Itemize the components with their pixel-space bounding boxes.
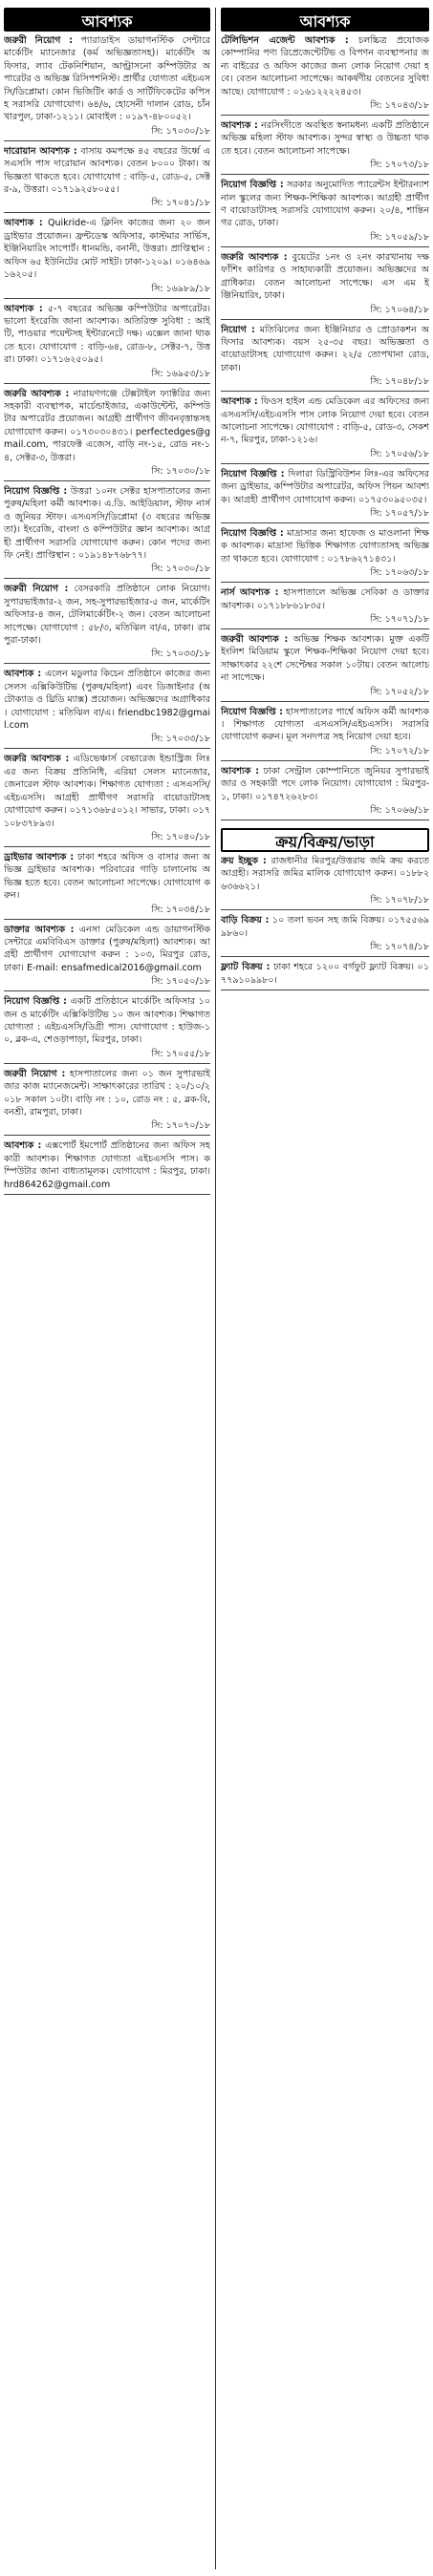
ad-title: জরুরি আবশ্যক : bbox=[4, 754, 70, 765]
ad-code: সি: ১৭০৩০/১৮ bbox=[151, 564, 210, 575]
ad-text bbox=[4, 1139, 210, 1191]
ad-code: সি: ১৭০৫২/১৮ bbox=[370, 686, 429, 697]
ad-divider bbox=[221, 701, 429, 702]
ad-code: সি: ১৭০৫৭/১৮ bbox=[370, 507, 429, 519]
ad-text bbox=[221, 324, 429, 375]
classified-ad bbox=[221, 468, 429, 523]
ad-code: সি: ১৭০৫০/১৮ bbox=[151, 976, 210, 988]
classified-ad bbox=[4, 1139, 210, 1195]
ad-text bbox=[4, 303, 210, 367]
classified-ad bbox=[4, 217, 210, 298]
ad-divider bbox=[4, 919, 210, 920]
ad-text bbox=[4, 217, 210, 281]
ad-divider bbox=[221, 246, 429, 247]
ad-body: বেসরকারি প্রতিষ্ঠানে লোক নিয়োগ। সুপারভাইজার-২ জন, সহ-সুপারভাইজার-৫ জন, মার্কেটিং অফিসার-৪ জন, টেলিমার্কেটিং-২ জন। বেতন আলোচনা সাপেক্ষে। যোগাযোগ : ৫৮/৩, মতিঝিল বা/এ, ঢাকা। রামপুরা-ঢাকা। bbox=[4, 584, 210, 647]
ad-code: সি: ১৭০৬৬/১৮ bbox=[370, 805, 429, 817]
ad-divider bbox=[221, 956, 429, 957]
ad-body: চলচ্চিত্র প্রযোজক কোম্পানির পণ্য রিপ্রেজেন্টেটিভ ও বিপণন ব্যবস্থাপনার জন্য বাইরের ও অফিস কাজের জন্য লোক নিয়োগ দেয়া হবে। বেতন আলোচনা সাপেক্ষে। আকর্ষণীয় বেতনের সুবিধা আছে। যোগাযোগ : ০১৬১২২২২৪৫৩। bbox=[221, 35, 429, 97]
classified-ad bbox=[4, 753, 210, 846]
ad-text bbox=[4, 34, 210, 124]
ad-text bbox=[221, 527, 429, 565]
ad-divider bbox=[4, 1194, 210, 1195]
right-ads-list bbox=[221, 34, 429, 820]
ad-body: নরসিংদীতে অবস্থিত স্বনামধন্য একটি প্রতিষ্ঠানে অভিজ্ঞ মহিলা স্টাফ আবশ্যক। সুন্দর স্বাস্থ্য ও উচ্চতা থাকতে হবে। বেতন আলোচনা সাপেক্ষে। bbox=[221, 120, 429, 157]
classified-ad bbox=[221, 527, 429, 583]
ad-text bbox=[4, 924, 210, 975]
classified-ad bbox=[4, 34, 210, 141]
ad-title: আবশ্যক : bbox=[221, 396, 258, 408]
ad-body: ১০ তলা ভবন সহ জমি বিক্রয়। ০১৭৫৫৬৯৯৮৬০। bbox=[221, 915, 429, 939]
ad-text bbox=[221, 34, 429, 98]
ad-divider bbox=[4, 1135, 210, 1136]
classified-ad bbox=[221, 34, 429, 116]
ad-divider bbox=[4, 748, 210, 749]
ad-body: ঢাকা সেন্ট্রাল কোম্পানিতে জুনিয়র সুপারভাইজার ও সহকারী পদে লোক নিয়োগ। যোগাযোগ : মিরপুর-১, ঢাকা। ০১৭৪৭২৬২৮৩। bbox=[221, 765, 429, 802]
ad-title: ড্রাইভার আবশ্যক : bbox=[4, 851, 75, 862]
ad-text bbox=[4, 668, 210, 732]
ad-body: অভিজ্ঞ শিক্ষক আবশ্যক। মুক্ত একটি ইংলিশ মিডিয়াম স্কুলে শিক্ষক-শিক্ষিকা নিয়োগ দেয়া হবে। সাক্ষাৎকার ২২শে সেপ্টেম্বর সকাল ১০টায়। বেতন আলোচনা সাপেক্ষে। bbox=[221, 634, 429, 684]
ad-code: সি: ১৭০৫৫/১৮ bbox=[151, 1048, 210, 1059]
ad-body: একটি প্রতিষ্ঠানে মার্কেটিং অফিসার ১০ জন ও মার্কেটিং এক্সিকিউটিভ ১০ জন আবশ্যক। শিক্ষাগত যোগ্যতা : এইচএসসি/ডিগ্রী পাস। যোগাযোগ : হাউজ-১০, ব্লক-এ, শেওড়াপাড়া, মিরপুর, ঢাকা। bbox=[4, 996, 210, 1046]
ad-body: হাসপাতালের পার্শ্বে অফিস কর্মী আবশ্যক। শিক্ষাগত যোগ্যতা এসএসসি/এইচএসসি। সরাসরি যোগাযোগ করুন। মূল সনদপত্র সহ নিয়োগ দেয়া হবে। bbox=[221, 706, 429, 743]
ad-text bbox=[221, 961, 429, 987]
market-ads-list bbox=[221, 855, 429, 990]
ad-divider bbox=[4, 383, 210, 384]
ad-code: সি: ১৭০৩৪/১৮ bbox=[151, 904, 210, 915]
ad-divider bbox=[4, 1063, 210, 1064]
ad-title: আবশ্যক : bbox=[4, 1140, 42, 1152]
ad-divider bbox=[4, 663, 210, 664]
ad-text bbox=[4, 753, 210, 829]
ad-body: এনসা মেডিকেল এন্ড ডায়াগনস্টিক সেন্টারে এমবিবিএস ডাক্তার (পুরুষ/মহিলা) আবশ্যক। আগ্রহী প্রার্থীগণ যোগাযোগ করুন : ১০৩, মিরপুর রোড, ঢাকা। E-mail: ensafmedical2016@gmail.com bbox=[4, 924, 210, 973]
ad-text bbox=[4, 485, 210, 562]
ad-title: আবশ্যক : bbox=[221, 120, 258, 132]
ad-title: বাড়ি বিক্রয় : bbox=[221, 915, 270, 926]
ad-divider bbox=[221, 628, 429, 629]
ad-title: জরুরী আবশ্যক : bbox=[221, 634, 289, 645]
right-section-header: আবশ্যক bbox=[221, 8, 429, 32]
classified-ad bbox=[221, 251, 429, 320]
ad-title: আবশ্যক : bbox=[4, 669, 42, 680]
classified-ad bbox=[221, 914, 429, 957]
ad-code: সি: ১৭০৩৩/১৮ bbox=[151, 734, 210, 745]
ad-divider bbox=[4, 140, 210, 141]
classified-ad bbox=[221, 324, 429, 393]
ad-code: সি: ১৭০৭১/১৮ bbox=[370, 614, 429, 625]
classified-ad bbox=[221, 765, 429, 820]
ad-body: ৫-৭ বছরের অভিজ্ঞ কম্পিউটার অপারেটর। ভালো ইংরেজি জানা আবশ্যক। অতিরিক্ত সুবিধা : আইটি, পাওয়ার পয়েন্টসহ ইন্টারনেটে দক্ষ। এক্সেল জানা থাকতে হবে। যোগাযোগ : বাড়ি-৬৪, রোড-৮, সেক্টর-৭, উত্তরা। ঢাকা। ০১৭১৬২৫০৯৫। bbox=[4, 303, 210, 366]
classified-ad bbox=[4, 1068, 210, 1137]
ad-title: নিয়োগ বিজ্ঞপ্তি : bbox=[4, 485, 68, 497]
ad-body: রাজধানীর মিরপুর/উত্তরায় জমি ক্রয় করতে আগ্রহী। সরাসরি জমির মালিক যোগাযোগ করুন। ০১৮৮২৬৩৬৬২১। bbox=[221, 856, 429, 892]
ad-code: সি: ১৭০৭৪/১৮ bbox=[370, 942, 429, 953]
classified-ad bbox=[4, 485, 210, 579]
ad-code: সি: ১৭০৩৩/১৮ bbox=[151, 649, 210, 660]
classified-ad bbox=[4, 583, 210, 664]
ad-title: ডাক্তার আবশ্যক : bbox=[4, 924, 75, 935]
ad-code: সি: ১৭০৭০/১৮ bbox=[151, 1120, 210, 1132]
ad-code: সি: ১৭০৫৯/১৮ bbox=[370, 231, 429, 243]
ad-code: সি: ১৭০৪১/১৮ bbox=[151, 198, 210, 209]
ad-divider bbox=[221, 582, 429, 583]
ad-divider bbox=[221, 391, 429, 392]
ad-body: ঢাকা শহরে ১২০০ বর্গফুট ফ্ল্যাট বিক্রয়। ০১৭৭৯১০৯৯৮০। bbox=[221, 962, 429, 986]
classified-ad bbox=[4, 924, 210, 992]
ad-text bbox=[221, 119, 429, 158]
ad-divider bbox=[4, 578, 210, 579]
ad-divider bbox=[221, 463, 429, 464]
ad-text bbox=[221, 855, 429, 893]
ad-divider bbox=[221, 319, 429, 320]
ad-text bbox=[221, 251, 429, 303]
left-column bbox=[4, 8, 210, 2569]
ad-code: সি: ১৭০৩০/১৮ bbox=[151, 465, 210, 477]
ad-title: আবশ্যক : bbox=[221, 765, 260, 777]
ad-code: সি: ১৭০৬৩/১৮ bbox=[370, 567, 429, 579]
ad-divider bbox=[221, 174, 429, 175]
ad-body: হাসপাতালের জন্য ০১ জন সুপারভাইজার কাজ ম্যানেজমেন্ট। সাক্ষাৎকারের তারিখ : ২০/১০/২০১৮ সকাল ১০টা। বাড়ি নং : ১০, রোড নং : ৫, ব্লক-বি, বনশ্রী, রামপুরা, ঢাকা। bbox=[4, 1068, 210, 1118]
classified-ad bbox=[4, 668, 210, 749]
ad-body: হাসপাতালে অভিজ্ঞ সেবিকা ও ডাক্তার আবশ্যক। ০১৭১৮৮৬১৮৩৫। bbox=[221, 587, 429, 611]
ad-text bbox=[4, 145, 210, 197]
ad-text bbox=[4, 995, 210, 1047]
ad-body: বুয়েটের ১নং ও ২নং কারখানায় দক্ষ ফাঁশিং কারিগর ও সাহায্যকারী প্রয়োজন। অভিজ্ঞদের অগ্রাধিকার। বেতন আলোচনা সাপেক্ষে। এস এম ইঞ্জিনিয়ারিং, ঢাকা। bbox=[221, 251, 429, 302]
ad-divider bbox=[4, 212, 210, 213]
ad-body: বাসায় কমপক্ষে ৪৫ বছরের উর্ধ্বে এসএসসি পাস দারোয়ান আবশ্যক। বেতন ৮০০০ টাকা। অভিজ্ঞতা থাকতে হবে। যোগাযোগ : বাড়ি-৫, রোড-৫, সেক্টর-৯, উত্তরা। ০১৭১৯২৫৮০৫৫। bbox=[4, 145, 210, 196]
right-column bbox=[221, 8, 429, 2569]
ad-divider bbox=[4, 846, 210, 847]
ad-title: নিয়োগ : bbox=[221, 324, 255, 335]
ad-body: মাদ্রাসার জন্য হাফেজ ও মাওলানা শিক্ষক আবশ্যক। মাদ্রাসা ভিত্তিক শিক্ষাগত যোগ্যতাসহ অভিজ্ঞতা থাকতে হবে। যোগাযোগ : ০১৭৮৬২৭১৪৩১। bbox=[221, 527, 429, 564]
classified-ad bbox=[4, 145, 210, 214]
ad-body: এক্সপোর্ট ইমপোর্ট প্রতিষ্ঠানের জন্য অফিস সহকারী আবশ্যক। শিক্ষাগত যোগ্যতা এইচএসসি পাস। কম্পিউটার জানা বাধ্যতামূলক। যোগাযোগ : মিরপুর, ঢাকা। hrd864262@gmail.com bbox=[4, 1140, 210, 1190]
ad-title: জরুরী নিয়োগ : bbox=[4, 584, 69, 595]
ad-title: নিয়োগ বিজ্ঞপ্তি : bbox=[221, 180, 284, 191]
ad-divider bbox=[221, 760, 429, 761]
ad-body: দিলারা ডিস্ট্রিবিউশন লিঃ-এর অফিসের জন্য ড্রাইভার, কম্পিউটার অপারেটর, অফিস পিয়ন আবশ্যক। আগ্রহী প্রার্থীগণ যোগাযোগ করুন। ০১৭৫৩০৯৫০৩৫। bbox=[221, 468, 429, 505]
ad-divider bbox=[221, 115, 429, 116]
ad-title: নিয়োগ বিজ্ঞপ্তি : bbox=[221, 468, 285, 479]
ad-text bbox=[4, 388, 210, 464]
ad-code: সি: ১৭০৭৩/১৮ bbox=[370, 160, 429, 171]
ad-code: সি: ১৭০৩০/১৮ bbox=[151, 125, 210, 137]
column-divider bbox=[215, 8, 216, 2569]
ad-text bbox=[221, 586, 429, 612]
ad-body: ফিওস হাইল এন্ড মেডিকেল এর অফিসের জন্য এসএসসি/এইচএসসি পাস লোক নিয়োগ দেয়া হবে। বেতন আলোচনা সাপেক্ষে। যোগাযোগ : বাড়ি-৫, রোড-৩, সেকশন-৭, মিরপুর, ঢাকা-১২১৬। bbox=[221, 396, 429, 446]
ad-code: সি: ১৬৯৮৯/১৮ bbox=[151, 283, 210, 294]
ad-text bbox=[221, 706, 429, 744]
market-section-header: ক্রয়/বিক্রয়/ভাড়া bbox=[221, 828, 429, 852]
ad-text bbox=[4, 851, 210, 903]
ad-text bbox=[221, 468, 429, 506]
classified-ad bbox=[221, 586, 429, 629]
ad-code: সি: ১৭০৬৪/১৮ bbox=[370, 304, 429, 315]
ad-code: সি: ১৭০৪০/১৮ bbox=[151, 831, 210, 842]
left-ads-list bbox=[4, 34, 210, 1195]
ad-divider bbox=[4, 480, 210, 481]
ad-code: সি: ১৬৯৫৩/১৮ bbox=[151, 368, 210, 379]
ad-text bbox=[4, 1068, 210, 1119]
ad-title: আবশ্যক : bbox=[4, 303, 43, 314]
ad-divider bbox=[4, 990, 210, 991]
ad-text bbox=[221, 765, 429, 803]
ad-text bbox=[221, 633, 429, 685]
classified-ad bbox=[221, 179, 429, 247]
ad-title: নিয়োগ বিজ্ঞপ্তি : bbox=[4, 996, 67, 1008]
classified-ad bbox=[4, 303, 210, 384]
ad-text bbox=[4, 583, 210, 647]
ad-divider bbox=[4, 298, 210, 299]
ad-title: নার্স আবশ্যক : bbox=[221, 587, 279, 599]
ad-body: মতিঝিলের জন্য ইঞ্জিনিয়ার ও প্রোডাকশন অফিসার আবশ্যক। বয়স ২৫-৩৫ বছর। অভিজ্ঞতা ও বায়োডাটাসহ যোগাযোগ করুন। ২২/৫ তোপখানা রোড, ঢাকা। bbox=[221, 324, 429, 373]
classified-ad bbox=[4, 388, 210, 481]
ad-code: সি: ১৭০৭৮/১৮ bbox=[370, 895, 429, 906]
ad-code: সি: ১৭০৭২/১৮ bbox=[370, 745, 429, 756]
ad-title: ক্রয় ইচ্ছুক : bbox=[221, 856, 267, 867]
ad-text bbox=[221, 395, 429, 447]
ad-text bbox=[221, 179, 429, 230]
ad-body: ঢাকা শহরে অফিস ও বাসার জন্য অভিজ্ঞ ড্রাইভার আবশ্যক। পরিবারের গাড়ি চালানোয় অভিজ্ঞ হতে হবে। বেতন আলোচনা সাপেক্ষে। যোগাযোগ করুন। bbox=[4, 851, 210, 902]
classified-ad bbox=[221, 706, 429, 761]
ad-code: সি: ১৭০৫৬/১৮ bbox=[370, 448, 429, 459]
ad-divider bbox=[221, 522, 429, 523]
ad-title: নিয়োগ বিজ্ঞপ্তি : bbox=[221, 706, 283, 717]
classified-ad bbox=[221, 633, 429, 702]
ad-divider bbox=[221, 909, 429, 910]
ad-body: এলেন মডুলার কিচেন প্রতিষ্ঠানে কাজের জন্য সেলস এক্সিকিউটিভ (পুরুষ/মহিলা) এবং ডিজাইনার (অটোক্যাড ও থ্রিডি ম্যাক্স) প্রয়োজন। অভিজ্ঞদের অগ্রাধিকার। যোগাযোগ : মতিঝিল বা/এ। friendbc1982@gmail.com bbox=[4, 669, 210, 732]
ad-title: ফ্ল্যাট বিক্রয় : bbox=[221, 962, 271, 973]
classified-ad bbox=[221, 395, 429, 464]
ad-body: এডিভেঞ্চার্স বেভারেজ ইন্ডাস্ট্রিজ লিঃ এর জন্য বিক্রয় প্রতিনিধি, এরিয়া সেলস ম্যানেজার, জেনারেল স্টাফ আবশ্যক। শিক্ষাগত যোগ্যতা : এসএসসি/এইচএসসি। আগ্রহী প্রার্থীগণ সরাসরি বায়োডাটাসহ যোগাযোগ করুন। ০১৭১৩৬৮৫০১২। সাভার, ঢাকা। ০১৭১০৮৩৭৮৯৩। bbox=[4, 754, 210, 829]
ad-body: সরকার অনুমোদিত প্যারেন্টস ইন্টারন্যাশনাল স্কুলের জন্য শিক্ষক-শিক্ষিকা আবশ্যক। আগ্রহী প্রার্থীগণ বায়োডাটাসহ সরাসরি যোগাযোগ করুন। ২০/৪, শান্তিনগর রোড, ঢাকা। bbox=[221, 180, 429, 229]
ad-title: নিয়োগ বিজ্ঞপ্তি : bbox=[221, 527, 284, 539]
ad-title: দারোয়ান আবশ্যক : bbox=[4, 145, 77, 157]
classified-ad bbox=[221, 119, 429, 175]
classified-ad bbox=[4, 995, 210, 1064]
ad-title: আবশ্যক : bbox=[4, 218, 43, 229]
left-section-header: আবশ্যক bbox=[4, 8, 210, 32]
classified-ad bbox=[4, 851, 210, 920]
classified-ad bbox=[221, 961, 429, 990]
ad-code: সি: ১৭০৪৮/১৮ bbox=[370, 376, 429, 388]
ad-title: জরুরী নিয়োগ : bbox=[4, 1068, 66, 1079]
ad-body: নারায়ণগঞ্জে টেক্সটাইল ফ্যাক্টরির জন্য সহকারী ব্যবস্থাপক, মার্চেন্ডাইজার, একাউন্টেন্ট, কম্পিউটার অপারেটর প্রয়োজন। আগ্রহী প্রার্থীগণ জীবনবৃত্তান্তসহ যোগাযোগ করুন। ০১৭৩০৩০৪৩১। perfectedges@gmail.com, পারফেক্ট এজেস, বাড়ি নং-১৫, রোড নং-১৪, সেক্টর-৩, উত্তরা। bbox=[4, 388, 210, 463]
ad-code: সি: ১৭০৪৩/১৮ bbox=[370, 100, 429, 112]
classified-ad bbox=[221, 855, 429, 910]
ad-body: প্যারাডাইস ডায়াগনস্টিক সেন্টারে মার্কেটিং ম্যানেজার (কর্ম অভিজ্ঞতাসহ)। মার্কেটিং অফিসার, ল্যাব টেকনিশিয়ান, আল্ট্রাসনো কম্পিউটার অপারেটর ও অভিজ্ঞ রিসিপশনিস্ট। প্রার্থীর যোগ্যতা এইচএসসি/ডিপ্লোমা। কোন ভিজিটিং কার্ড ও সার্টিফিকেটের কপিসহ সরাসরি যোগাযোগ। ৬৪/৬, হোসেনী দালান রোড, চাঁনখারপুল, ঢাকা-১২১১। মোবাইল : ০১৯৭-৪৮০০৫২। bbox=[4, 35, 210, 123]
ad-title: টেলিভিশন এজেন্ট আবশ্যক : bbox=[221, 35, 349, 46]
ad-body: Quikride-এ ক্লিনিং কাজের জন্য ২০ জন ড্রাইভার প্রয়োজন। ফ্রন্টডেস্ক অফিসার, কাস্টমার সার্ভিস, ইঞ্জিনিয়ারিং সাপোর্ট। ধানমন্ডি, বনানী, উত্তরা। প্রাপ্তিস্থান : অফিস ৬৫ ইউনিটের মোট সাইট। ঢাকা-১২০৯। ০১৬৪৬৯১৬২০৫। bbox=[4, 218, 210, 281]
ad-title: জরুরি আবশ্যক : bbox=[4, 388, 70, 399]
ad-title: জরুরী নিয়োগ : bbox=[4, 35, 74, 46]
ad-text bbox=[221, 914, 429, 940]
ad-body: উত্তরা ১০নং সেক্টর হাসপাতালের জন্য পুরুষ/মহিলা কর্মী আবশ্যক। এ.ডি. আইডিয়াল, স্টাফ নার্স ও জুনিয়র স্টাফ। এসএসসি/ডিপ্লোমা (৩ বছরের অভিজ্ঞতা)। ইংরেজি, বাংলা ও কম্পিউটার জ্ঞান আবশ্যক। আগ্রহী প্রার্থীগণ সরাসরি যোগাযোগ করুন। কোন পদের জন্য ফি নেই। প্রাপ্তিস্থান : ০১৯১৪৮৭৬৮৭৭। bbox=[4, 485, 210, 561]
ad-title: জরুরি আবশ্যক : bbox=[221, 251, 288, 263]
